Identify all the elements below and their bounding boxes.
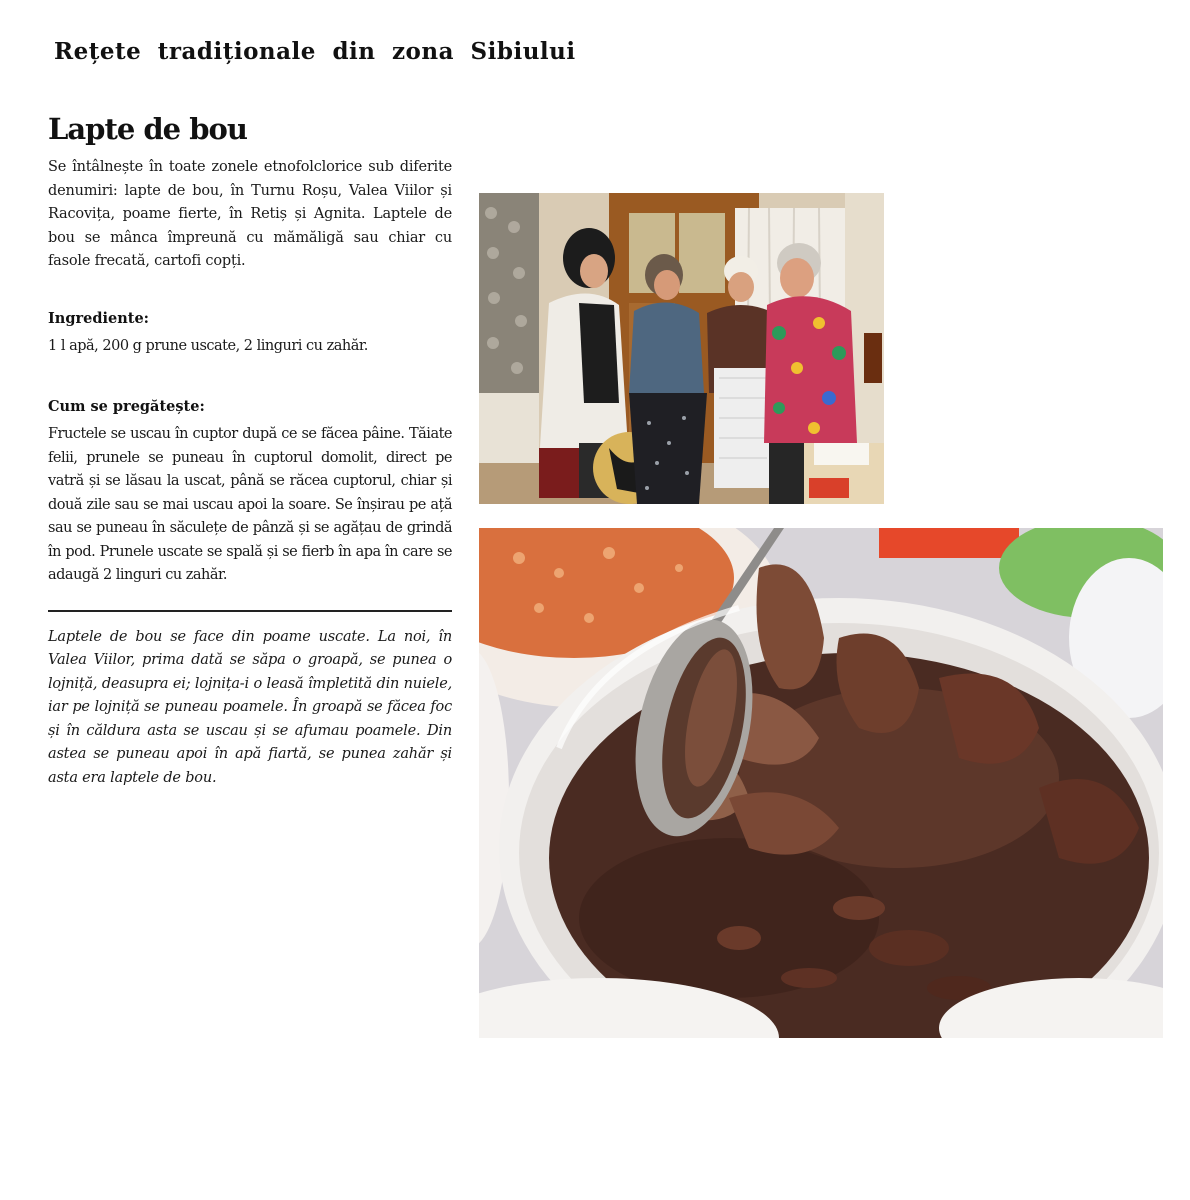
ingredients-list: 1 l apă, 200 g prune uscate, 2 linguri cu zahăr. [48, 337, 368, 354]
running-head: Rețete tradiționale din zona Sibiului [54, 38, 576, 65]
testimony-quote: Laptele de bou se face din poame uscate. La noi, în Valea Viilor, prima dată se săpa o groapă, se punea o lojniță, deasupra ei; lojnița-i o leasă împletită din nuiele, iar pe lojniță se puneau poamele. În groapă se făcea foc și în căldura asta se uscau și se afumau poamele. Din astea se puneau apoi în apă fiartă, se punea zahăr și asta era laptele de bou. [48, 628, 452, 786]
method-text: Fructele se uscau în cuptor după ce se făcea pâine. Tăiate felii, prunele se puneau în cuptorul domolit, direct pe vatră și se lăsau la uscat, până se răcea cuptorul, chiar și două zile sau se mai uscau apoi la soare. Se înșirau pe ață sau se puneau în săculețe de pânză și se agățau de grindă în pod. Prunele uscate se spală și se fierb în apa în care se adaugă 2 linguri cu zahăr. [48, 426, 452, 583]
divider-rule [48, 610, 452, 612]
photo-prune-soup-bowl [479, 528, 1163, 1038]
method-heading: Cum se pregătește: [48, 398, 205, 415]
ingredients-heading: Ingrediente: [48, 309, 150, 327]
recipe-column [48, 112, 452, 790]
recipe-intro: Se întâlnește în toate zonele etnofolclorice sub diferite denumiri: lapte de bou, în Turnu Roșu, Valea Viilor și Racovița, poame fierte, în Retiș și Agnita. Laptele de bou se mânca împreună cu mămăligă sau chiar cu fasole frecată, cartofi copți. [48, 159, 452, 269]
photo-women-in-doorway [479, 193, 884, 504]
recipe-title: Lapte de bou [48, 112, 247, 146]
